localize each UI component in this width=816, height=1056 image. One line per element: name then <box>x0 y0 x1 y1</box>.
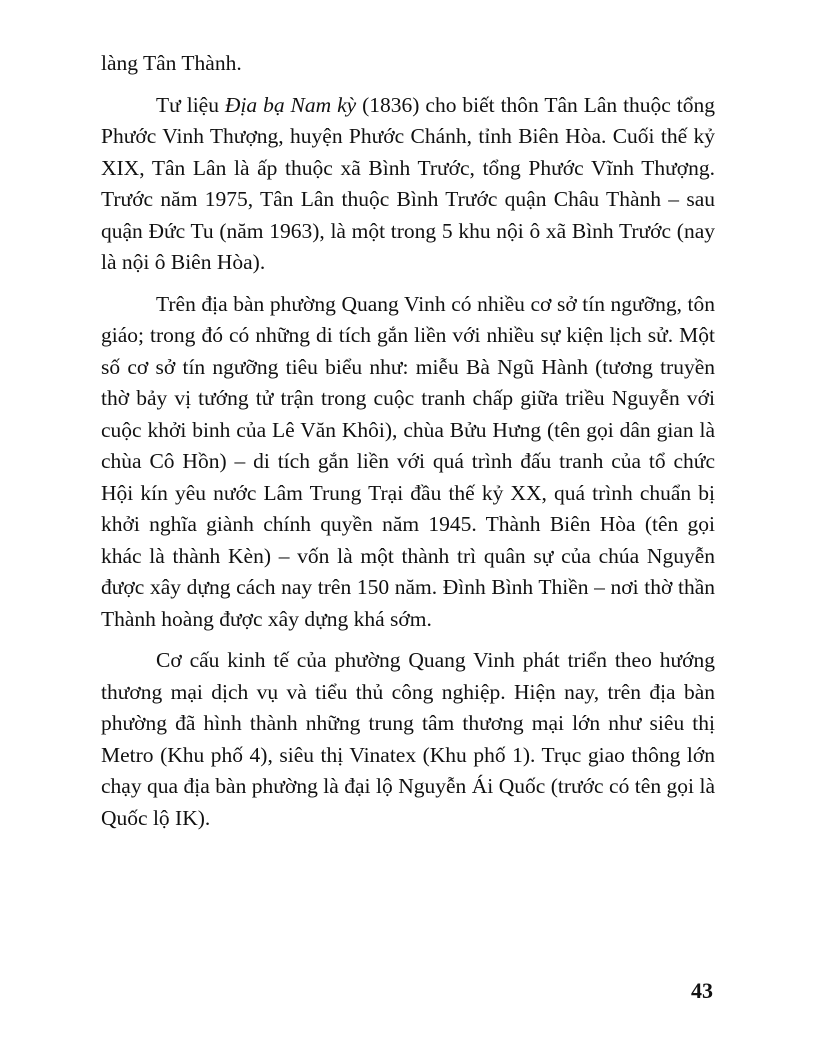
paragraph-3-text: Trên địa bàn phường Quang Vinh có nhiều cơ sở tín ngưỡng, tôn giáo; trong đó có những di tích gắn liền với nhiều sự kiện lịch sử. Một số cơ sở tín ngưỡng tiêu biểu như: miễu Bà Ngũ Hành (tương truyền thờ bảy vị tướng tử trận trong cuộc tranh chấp giữa triều Nguyễn với cuộc khởi binh của Lê Văn Khôi), chùa Bửu Hưng (tên gọi dân gian là chùa Cô Hồn) – di tích gắn liền với quá trình đấu tranh của tổ chức Hội kín yêu nước Lâm Trung Trại đầu thế kỷ XX, quá trình chuẩn bị khởi nghĩa giành chính quyền năm 1945. Thành Biên Hòa (tên gọi khác là thành Kèn) – vốn là một thành trì quân sự của chúa Nguyễn được xây dựng cách nay trên 150 năm. Đình Bình Thiền – nơi thờ thần Thành hoàng được xây dựng khá sớm. <box>101 291 715 631</box>
paragraph-4 <box>101 645 715 834</box>
paragraph-3 <box>101 289 715 636</box>
book-title-italic: Địa bạ Nam kỳ <box>224 92 357 117</box>
paragraph-1 <box>101 48 715 80</box>
document-page <box>101 48 715 834</box>
paragraph-4-text: Cơ cấu kinh tế của phường Quang Vinh phát triển theo hướng thương mại dịch vụ và tiểu thủ công nghiệp. Hiện nay, trên địa bàn phường đã hình thành những trung tâm thương mại lớn như siêu thị Metro (Khu phố 4), siêu thị Vinatex (Khu phố 1). Trục giao thông lớn chạy qua địa bàn phường là đại lộ Nguyễn Ái Quốc (trước có tên gọi là Quốc lộ IK). <box>101 648 715 830</box>
page-number: 43 <box>691 978 713 1003</box>
paragraph-2-text-b: (1836) cho biết thôn Tân Lân thuộc tổng Phước Vinh Thượng, huyện Phước Chánh, tỉnh Biên Hòa. Cuối thế kỷ XIX, Tân Lân là ấp thuộc xã Bình Trước, tổng Phước Vĩnh Thượng. Trước năm 1975, Tân Lân thuộc Bình Trước quận Châu Thành – sau quận Đức Tu (năm 1963), là một trong 5 khu nội ô xã Bình Trước (nay là nội ô Biên Hòa). <box>101 92 716 274</box>
paragraph-2-text-a: Tư liệu <box>156 92 225 117</box>
paragraph-1-text: làng Tân Thành. <box>101 51 242 75</box>
paragraph-2 <box>101 90 715 279</box>
